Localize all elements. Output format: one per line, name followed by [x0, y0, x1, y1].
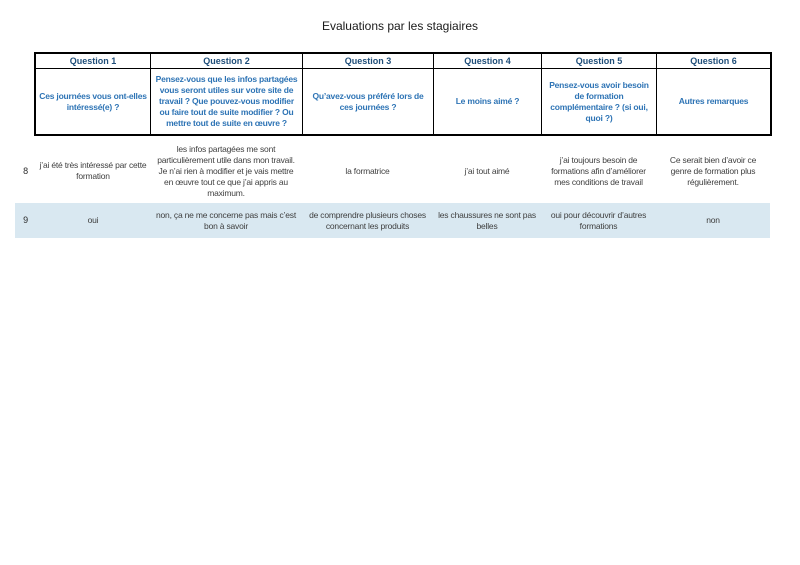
answer-cell: non, ça ne me concerne pas mais c’est bon à savoir	[150, 203, 302, 238]
answer-cell: de comprendre plusieurs choses concernant les produits	[302, 203, 433, 238]
question-text-5: Pensez-vous avoir besoin de formation complémentaire ? (si oui, quoi ?)	[541, 68, 656, 134]
evaluation-table-header	[34, 52, 772, 136]
evaluation-table-body	[15, 139, 770, 238]
answer-cell: oui pour découvrir d’autres formations	[541, 203, 656, 238]
answer-cell: les infos partagées me sont particulièrement utile dans mon travail. Je n’ai rien à modifier et je vais mettre en œuvre tout ce que j’ai appris au maximum.	[157, 143, 295, 198]
answer-cell: la formatrice	[345, 165, 390, 176]
question-text-4: Le moins aimé ?	[433, 68, 541, 134]
question-text-1: Ces journées vous ont-elles intéressé(e) ?	[36, 68, 150, 134]
row-number: 9	[15, 203, 36, 238]
answer-cell: j’ai tout aimé	[464, 165, 510, 176]
column-header-question-2: Question 2	[150, 54, 302, 68]
page-title: Evaluations par les stagiaires	[321, 19, 479, 33]
column-header-question-6: Question 6	[656, 54, 770, 68]
answer-cell: oui	[36, 203, 150, 238]
question-text-3: Qu’avez-vous préféré lors de ces journées ?	[302, 68, 433, 134]
answer-cell: j’ai toujours besoin de formations afin d’améliorer mes conditions de travail	[551, 154, 646, 187]
question-text-6: Autres remarques	[656, 68, 770, 134]
column-header-question-5: Question 5	[541, 54, 656, 68]
answer-cell: non	[656, 203, 770, 238]
answer-cell: les chaussures ne sont pas belles	[433, 203, 541, 238]
question-text-2: Pensez-vous que les infos partagées vous seront utiles sur votre site de travail ? Que pouvez-vous modifier ou faire tout de suite modifier ? Ou mettre tout de suite en œuvre ?	[150, 68, 302, 134]
column-header-question-1: Question 1	[69, 56, 117, 66]
column-header-question-4: Question 4	[433, 54, 541, 68]
row-number: 8	[23, 165, 28, 176]
column-header-question-3: Question 3	[302, 54, 433, 68]
answer-cell: j’ai été très intéressé par cette formation	[39, 160, 147, 181]
answer-cell: Ce serait bien d’avoir ce genre de formation plus régulièrement.	[669, 154, 757, 187]
